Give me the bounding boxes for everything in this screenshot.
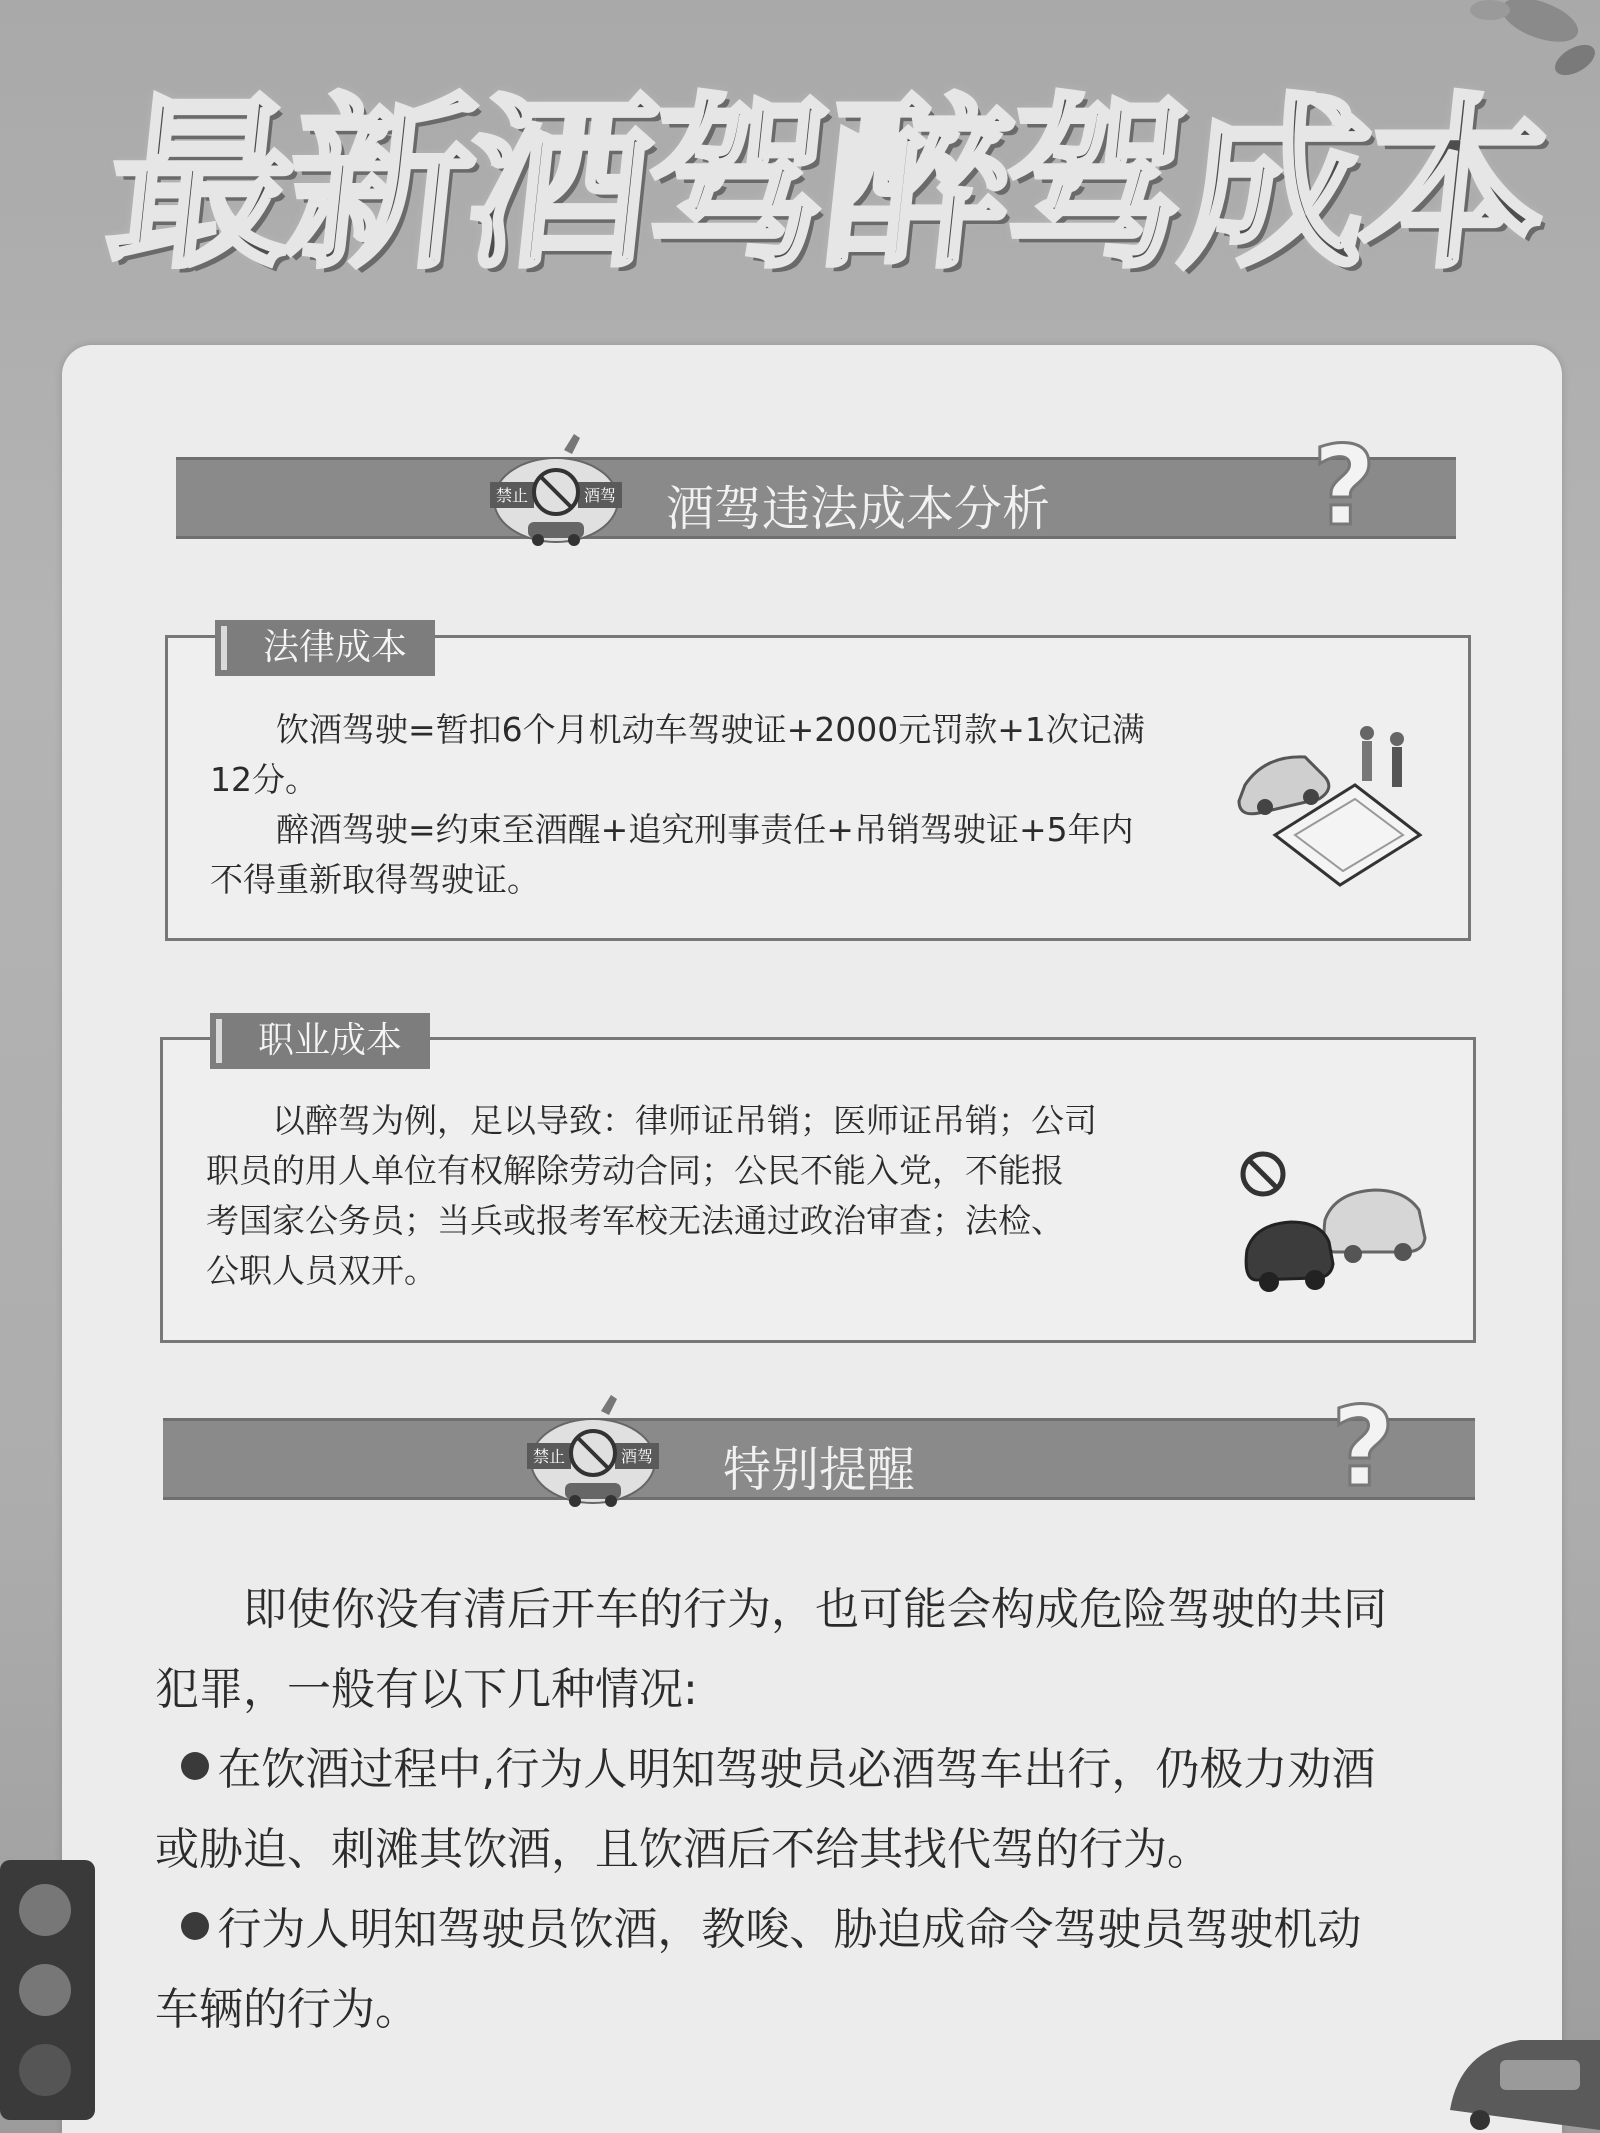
traffic-light-icon — [0, 1860, 100, 2120]
legal-cost-line-4: 不得重新取得驾驶证。 — [210, 860, 540, 899]
crashed-cars-icon — [1235, 1150, 1435, 1310]
reminder-intro-line-1: 即使你没有清后开车的行为，也可能会构成危险驾驶的共同 — [243, 1584, 1387, 1635]
career-cost-text — [206, 1096, 1246, 1296]
no-drink-driving-badge-icon — [523, 1391, 663, 1511]
bullet-dot-icon — [181, 1912, 209, 1940]
reminder-bullet-2-line-1 — [155, 1890, 1505, 1970]
career-cost-line-2: 职员的用人单位有权解除劳动合同；公民不能入党，不能报 — [206, 1151, 1064, 1190]
badge-right-text: 酒驾 — [583, 486, 617, 505]
career-cost-line-3: 考国家公务员；当兵或报考军校无法通过政治审查；法检、 — [206, 1201, 1064, 1240]
leaf-decoration-icon — [1400, 0, 1600, 110]
special-reminder-heading: 特别提醒 — [723, 1442, 916, 1498]
badge-left-text: 禁止 — [495, 486, 529, 505]
section-banner-cost-analysis — [176, 422, 1456, 550]
section-banner-special-reminder — [163, 1383, 1475, 1511]
question-mark-icon: ? — [1331, 1383, 1395, 1511]
reminder-text — [155, 1570, 1505, 2050]
legal-cost-line-1: 饮酒驾驶=暂扣6个月机动车驾驶证+2000元罚款+1次记满 — [276, 710, 1145, 749]
career-cost-line-1: 以醉驾为例，足以导致：律师证吊销；医师证吊销；公司 — [272, 1101, 1097, 1140]
cost-analysis-heading: 酒驾违法成本分析 — [666, 481, 1051, 537]
career-cost-line-4: 公职人员双开。 — [206, 1251, 437, 1290]
no-drink-driving-badge-icon — [486, 430, 626, 550]
reminder-bullet-2-text: 行为人明知驾驶员饮酒，教唆、胁迫成命令驾驶员驾驶机动 — [217, 1904, 1362, 1955]
badge-right-text: 酒驾 — [620, 1447, 654, 1466]
page-title: 最新酒驾醉驾成本 — [98, 77, 1554, 293]
legal-cost-line-2: 12分。 — [210, 760, 318, 799]
reminder-intro-line-2: 犯罪，一般有以下几种情况: — [155, 1664, 698, 1715]
bullet-dot-icon — [181, 1752, 209, 1780]
question-mark-icon: ? — [1312, 422, 1376, 550]
career-cost-label: 职业成本 — [210, 1013, 430, 1069]
legal-cost-line-3: 醉酒驾驶=约束至酒醒+追究刑事责任+吊销驾驶证+5年内 — [276, 810, 1134, 849]
badge-left-text: 禁止 — [532, 1447, 566, 1466]
legal-cost-label: 法律成本 — [215, 620, 435, 676]
reminder-bullet-1-line-2: 或胁迫、刺滩其饮酒，且饮酒后不给其找代驾的行为。 — [155, 1824, 1211, 1875]
reminder-bullet-1-text: 在饮酒过程中,行为人明知驾驶员必酒驾车出行，仍极力劝酒 — [217, 1744, 1376, 1795]
car-corner-icon — [1440, 2020, 1600, 2130]
reminder-bullet-2-line-2: 车辆的行为。 — [155, 1984, 419, 2035]
legal-cost-text — [210, 705, 1250, 905]
car-accident-icon — [1235, 715, 1435, 895]
reminder-bullet-1-line-1 — [155, 1730, 1505, 1810]
